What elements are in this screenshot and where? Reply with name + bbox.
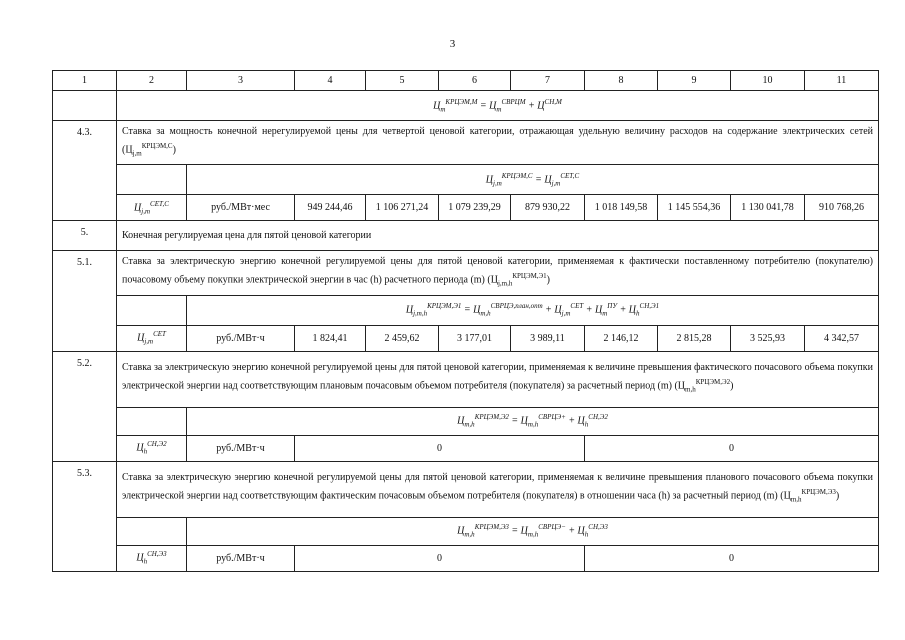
- col-1: 1: [53, 71, 117, 91]
- value-cell: 3 177,01: [439, 325, 511, 351]
- col-11: 11: [805, 71, 879, 91]
- section-5-2-formula-row: [53, 407, 879, 435]
- section-description: Ставка за электрическую энергию конечной регулируемой цены для пятой ценовой категории, применяемая к величине превышения фактического почасового объема покупки электрической энергии над соответствующим плановым почасовым объемом потребителя (покупателя) за расчетный период (m) $(Ц_{m,h}^{КРЦЭМ,Э2})$: [117, 351, 879, 407]
- section-number: 5.2.: [53, 351, 117, 461]
- section-5-3-values-row: [53, 545, 879, 571]
- value-cell: 3 989,11: [511, 325, 585, 351]
- unit: руб./МВт·ч: [187, 325, 295, 351]
- value-cell: 3 525,93: [731, 325, 805, 351]
- value-symbol: $Ц_{j,m}^{СЕТ}$: [117, 325, 187, 351]
- section-5-1-desc-row: [53, 251, 879, 295]
- unit: руб./МВт·ч: [187, 545, 295, 571]
- col-2: 2: [117, 71, 187, 91]
- section-number: 4.3.: [53, 121, 117, 221]
- value-cell: 949 244,46: [295, 195, 366, 221]
- page-number: 3: [449, 38, 456, 50]
- section-5-1-values-row: [53, 325, 879, 351]
- section-5-2-values-row: [53, 435, 879, 461]
- value-cell: 2 459,62: [366, 325, 439, 351]
- section-5-3-formula-row: [53, 517, 879, 545]
- section-description: Ставка за электрическую энергию конечной регулируемой цены для пятой ценовой категории, применяемая к фактически поставленному потребителю (покупателю) почасовому объему покупки электрической энергии в час (h) расчетного периода (m) $(Ц_{j,m,h}^{КРЦЭМ,Э1})$: [117, 251, 879, 295]
- value-cell: 1 824,41: [295, 325, 366, 351]
- value-cell: 1 145 554,36: [658, 195, 731, 221]
- section-number: 5.3.: [53, 461, 117, 571]
- section-formula: $Ц_{m,h}^{КРЦЭМ,Э3} = Ц_{m,h}^{СВРЦЭ-} + Ц_h^{СН,Э3}$: [187, 517, 879, 545]
- unit: руб./МВт·ч: [187, 435, 295, 461]
- value-cell: 910 768,26: [805, 195, 879, 221]
- col-6: 6: [439, 71, 511, 91]
- section-4-3-values-row: [53, 195, 879, 221]
- top-formula-row: [53, 91, 879, 121]
- section-4-3-formula-row: [53, 165, 879, 195]
- col-8: 8: [585, 71, 658, 91]
- value-cell: 4 342,57: [805, 325, 879, 351]
- section-formula: $Ц_{j,m,h}^{КРЦЭМ,Э1} = Ц_{m,h}^{СВРЦЭ,план,опт} + Ц_{j,m}^{СЕТ} + Ц_m^{ПУ} + Ц_h^{СН,Э1}$: [187, 295, 879, 325]
- section-formula: $Ц_{j,m}^{КРЦЭМ,С} = Ц_{j,m}^{СЕТ,С}$: [187, 165, 879, 195]
- value-cell: 1 079 239,29: [439, 195, 511, 221]
- col-9: 9: [658, 71, 731, 91]
- section-description: Ставка за мощность конечной нерегулируемой цены для четвертой ценовой категории, отражающая удельную величину расходов на содержание электрических сетей $(Ц_{j,m}^{КРЦЭМ,С})$: [117, 121, 879, 165]
- value-cell: 0: [585, 545, 879, 571]
- section-5-1-formula-row: [53, 295, 879, 325]
- top-formula: $Ц_m^{КРЦЭМ,М} = Ц_m^{СВРЦМ} + Ц^{СН,М}$: [117, 91, 879, 121]
- col-10: 10: [731, 71, 805, 91]
- section-number: 5.1.: [53, 251, 117, 351]
- value-symbol: $Ц_h^{СН,Э2}$: [117, 435, 187, 461]
- col-3: 3: [187, 71, 295, 91]
- value-cell: 0: [585, 435, 879, 461]
- value-cell: 1 130 041,78: [731, 195, 805, 221]
- section-5-2-desc-row: [53, 351, 879, 407]
- value-cell: 1 106 271,24: [366, 195, 439, 221]
- header-row: [53, 71, 879, 91]
- value-symbol: $Ц_h^{СН,Э3}$: [117, 545, 187, 571]
- value-symbol: $Ц_{j,m}^{СЕТ,С}$: [117, 195, 187, 221]
- section-5-3-desc-row: [53, 461, 879, 517]
- value-cell: 1 018 149,58: [585, 195, 658, 221]
- section-5-row: [53, 221, 879, 251]
- col-5: 5: [366, 71, 439, 91]
- section-description: Конечная регулируемая цена для пятой ценовой категории: [117, 221, 879, 251]
- col-4: 4: [295, 71, 366, 91]
- value-cell: 2 146,12: [585, 325, 658, 351]
- value-cell: 0: [295, 435, 585, 461]
- tariff-table: [52, 70, 879, 572]
- col-7: 7: [511, 71, 585, 91]
- section-formula: $Ц_{m,h}^{КРЦЭМ,Э2} = Ц_{m,h}^{СВРЦЭ+} + Ц_h^{СН,Э2}$: [187, 407, 879, 435]
- section-4-3-desc-row: [53, 121, 879, 165]
- section-number: 5.: [53, 221, 117, 251]
- unit: руб./МВт·мес: [187, 195, 295, 221]
- value-cell: 2 815,28: [658, 325, 731, 351]
- section-description: Ставка за электрическую энергию конечной регулируемой цены для пятой ценовой категории, применяемая к величине превышения планового почасового объема покупки электрической энергии над соответствующим фактическим почасовым объемом потребителя (покупателя) в отношении часа (h) за расчетный период (m) $(Ц_{m,h}^{КРЦЭМ,Э3})$: [117, 461, 879, 517]
- value-cell: 879 930,22: [511, 195, 585, 221]
- value-cell: 0: [295, 545, 585, 571]
